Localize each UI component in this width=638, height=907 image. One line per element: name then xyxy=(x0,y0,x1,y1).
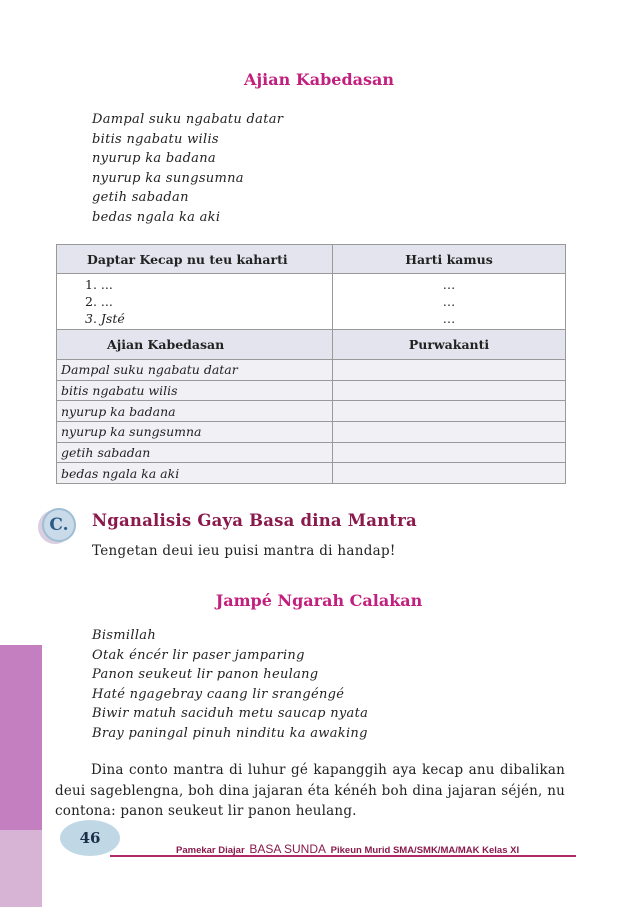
table-row: nyurup ka sungsumna xyxy=(57,422,333,443)
poem-title-jampe: Jampé Ngarah Calakan xyxy=(215,591,423,610)
table-row: bedas ngala ka aki xyxy=(57,463,333,484)
vocab-table xyxy=(56,244,566,484)
page-number: 46 xyxy=(60,820,120,856)
answer-cell[interactable] xyxy=(333,442,566,463)
poem-line: Panon seukeut lir panon heulang xyxy=(92,667,319,682)
col-header-meaning: Harti kamus xyxy=(333,245,566,274)
col-header-words: Daptar Kecap nu teu kaharti xyxy=(57,245,333,274)
numbered-list xyxy=(57,274,333,330)
answer-cell[interactable] xyxy=(333,380,566,401)
sub-header-purwakanti: Purwakanti xyxy=(333,330,566,360)
poem-line: Bray paningal pinuh ninditu ka awaking xyxy=(92,725,368,741)
side-band-bottom xyxy=(0,830,42,907)
poem-line: getih sabadan xyxy=(92,190,189,205)
poem-title-ajian: Ajian Kabedasan xyxy=(243,70,395,89)
section-instruction: Tengetan deui ieu puisi mantra di handap! xyxy=(92,543,396,559)
section-badge: C. xyxy=(42,508,76,542)
list-item: … xyxy=(442,277,456,292)
poem-line: bitis ngabatu wilis xyxy=(92,131,219,147)
poem-ajian xyxy=(92,110,283,227)
list-item: … xyxy=(442,311,456,326)
answer-cell[interactable] xyxy=(333,360,566,381)
answer-cell[interactable] xyxy=(333,401,566,422)
table-row: nyurup ka badana xyxy=(57,401,333,422)
poem-line: Dampal suku ngabatu datar xyxy=(92,112,284,127)
poem-line: bedas ngala ka aki xyxy=(92,209,221,225)
poem-line: nyurup ka badana xyxy=(92,151,216,166)
table-row: getih sabadan xyxy=(57,442,333,463)
footer-book: BASA SUNDA xyxy=(249,842,327,856)
poem-line: nyurup ka sungsumna xyxy=(92,170,244,186)
poem-line: Otak éncér lir paser jamparing xyxy=(92,647,305,663)
paragraph-text: Dina conto mantra di luhur gé kapanggih aya kecap anu dibalikan deui sageblengna, boh dina jajaran éta kénéh boh dina jajaran séjén, nu contona: panon seukeut lir panon heulang. xyxy=(55,762,565,819)
answer-cell[interactable] xyxy=(333,463,566,484)
list-item: 3. Jsté xyxy=(85,311,125,326)
answer-cell[interactable] xyxy=(333,422,566,443)
footer-prefix: Pamekar Diajar xyxy=(176,845,245,856)
poem-line: Bismillah xyxy=(92,628,157,643)
body-paragraph xyxy=(55,760,565,822)
list-item: 2. ... xyxy=(85,294,113,309)
sub-header-ajian: Ajian Kabedasan xyxy=(57,330,333,360)
poem-line: Haté ngagebray caang lir srangéngé xyxy=(92,686,345,702)
meaning-list xyxy=(333,274,566,330)
poem-line: Biwir matuh saciduh metu saucap nyata xyxy=(92,706,369,721)
list-item: … xyxy=(442,294,456,309)
table-row: Dampal suku ngabatu datar xyxy=(57,360,333,381)
table-row: bitis ngabatu wilis xyxy=(57,380,333,401)
poem-jampe xyxy=(92,626,368,743)
list-item: 1. ... xyxy=(85,277,113,292)
section-title: Nganalisis Gaya Basa dina Mantra xyxy=(92,511,417,530)
footer-caption xyxy=(176,842,519,856)
footer-suffix: Pikeun Murid SMA/SMK/MA/MAK Kelas XI xyxy=(330,845,520,856)
side-band-top xyxy=(0,645,42,830)
